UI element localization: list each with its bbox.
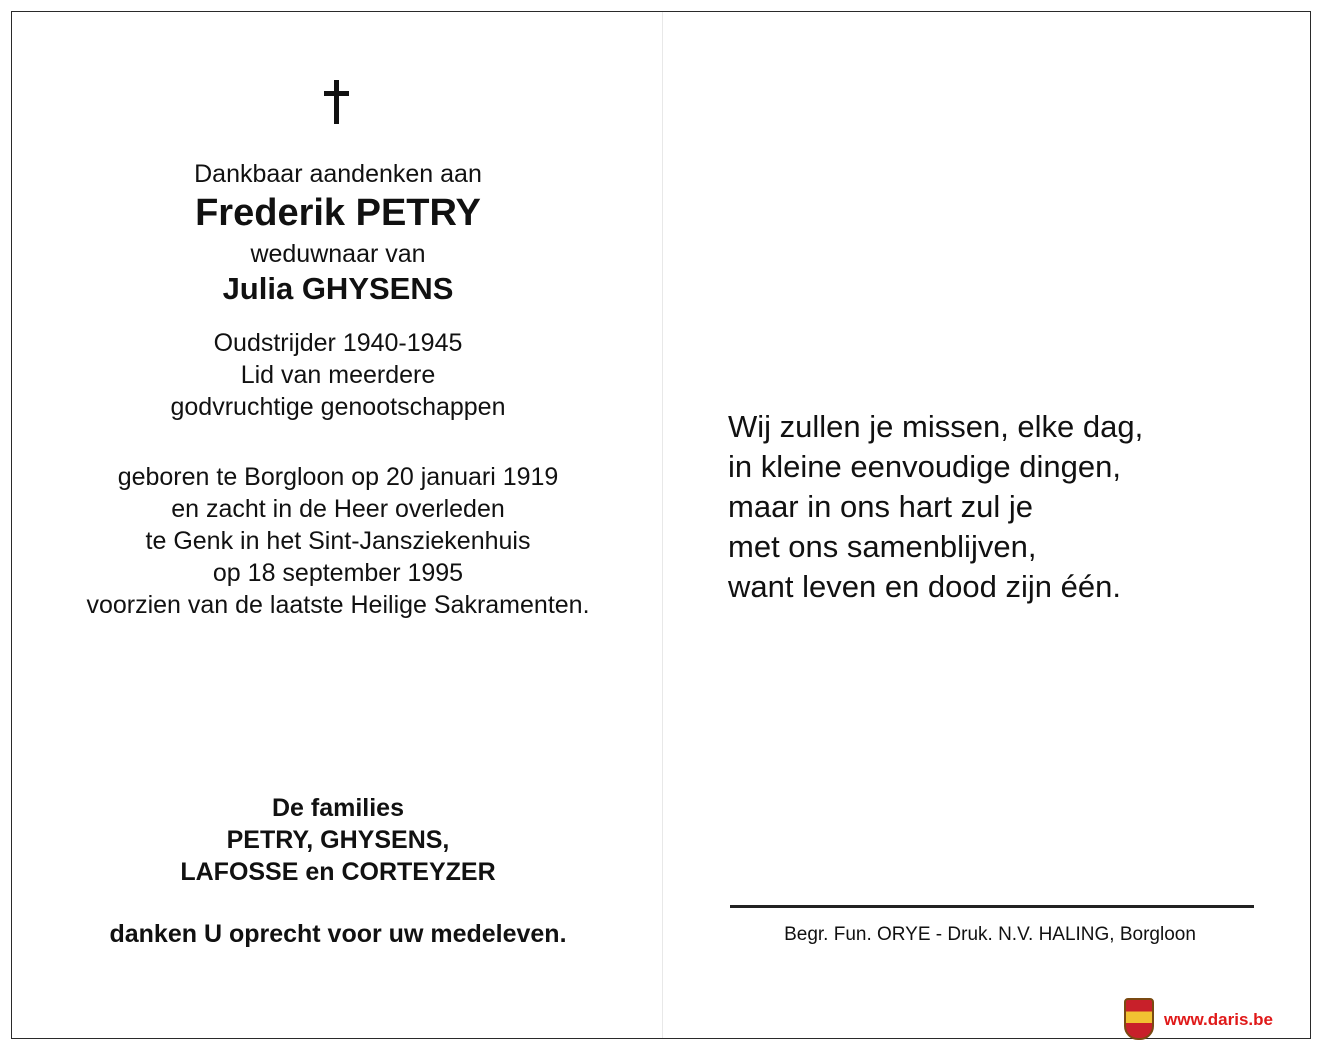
families-line: De families (271, 794, 404, 822)
poem-line: in kleine eenvoudige dingen, (728, 449, 1121, 484)
poem (728, 407, 1143, 607)
card-fold-line (662, 12, 663, 1038)
life-line: en zacht in de Heer overleden (171, 495, 505, 523)
families-line: PETRY, GHYSENS, (226, 826, 450, 854)
poem-line: maar in ons hart zul je (728, 489, 1033, 524)
bio-line: godvruchtige genootschappen (170, 393, 506, 421)
life-dates (40, 461, 636, 621)
life-line: te Genk in het Sint-Jansziekenhuis (145, 527, 531, 555)
watermark-link[interactable]: www.daris.be (1164, 1010, 1273, 1029)
watermark (1120, 998, 1316, 1044)
life-line: op 18 september 1995 (212, 559, 464, 587)
thanks-text: danken U oprecht voor uw medeleven. (109, 920, 567, 948)
bio-line: Oudstrijder 1940-1945 (213, 329, 463, 357)
relation-text: weduwnaar van (250, 240, 426, 268)
poem-line: Wij zullen je missen, elke dag, (728, 409, 1144, 444)
spouse-name: Julia GHYSENS (222, 271, 454, 306)
coat-of-arms-icon (1124, 998, 1154, 1040)
intro-text: Dankbaar aandenken aan (194, 160, 482, 188)
printer-credit: Begr. Fun. ORYE - Druk. N.V. HALING, Borgloon (784, 924, 1196, 945)
divider (730, 905, 1254, 908)
cross-icon (312, 78, 362, 128)
bio-line: Lid van meerdere (240, 361, 436, 389)
life-line: voorzien van de laatste Heilige Sakramenten. (86, 591, 590, 619)
biography (40, 327, 636, 423)
families (40, 792, 636, 888)
poem-line: met ons samenblijven, (728, 529, 1037, 564)
deceased-name: Frederik PETRY (195, 192, 481, 234)
poem-line: want leven en dood zijn één. (728, 569, 1121, 604)
families-line: LAFOSSE en CORTEYZER (180, 858, 496, 886)
life-line: geboren te Borgloon op 20 januari 1919 (117, 463, 559, 491)
